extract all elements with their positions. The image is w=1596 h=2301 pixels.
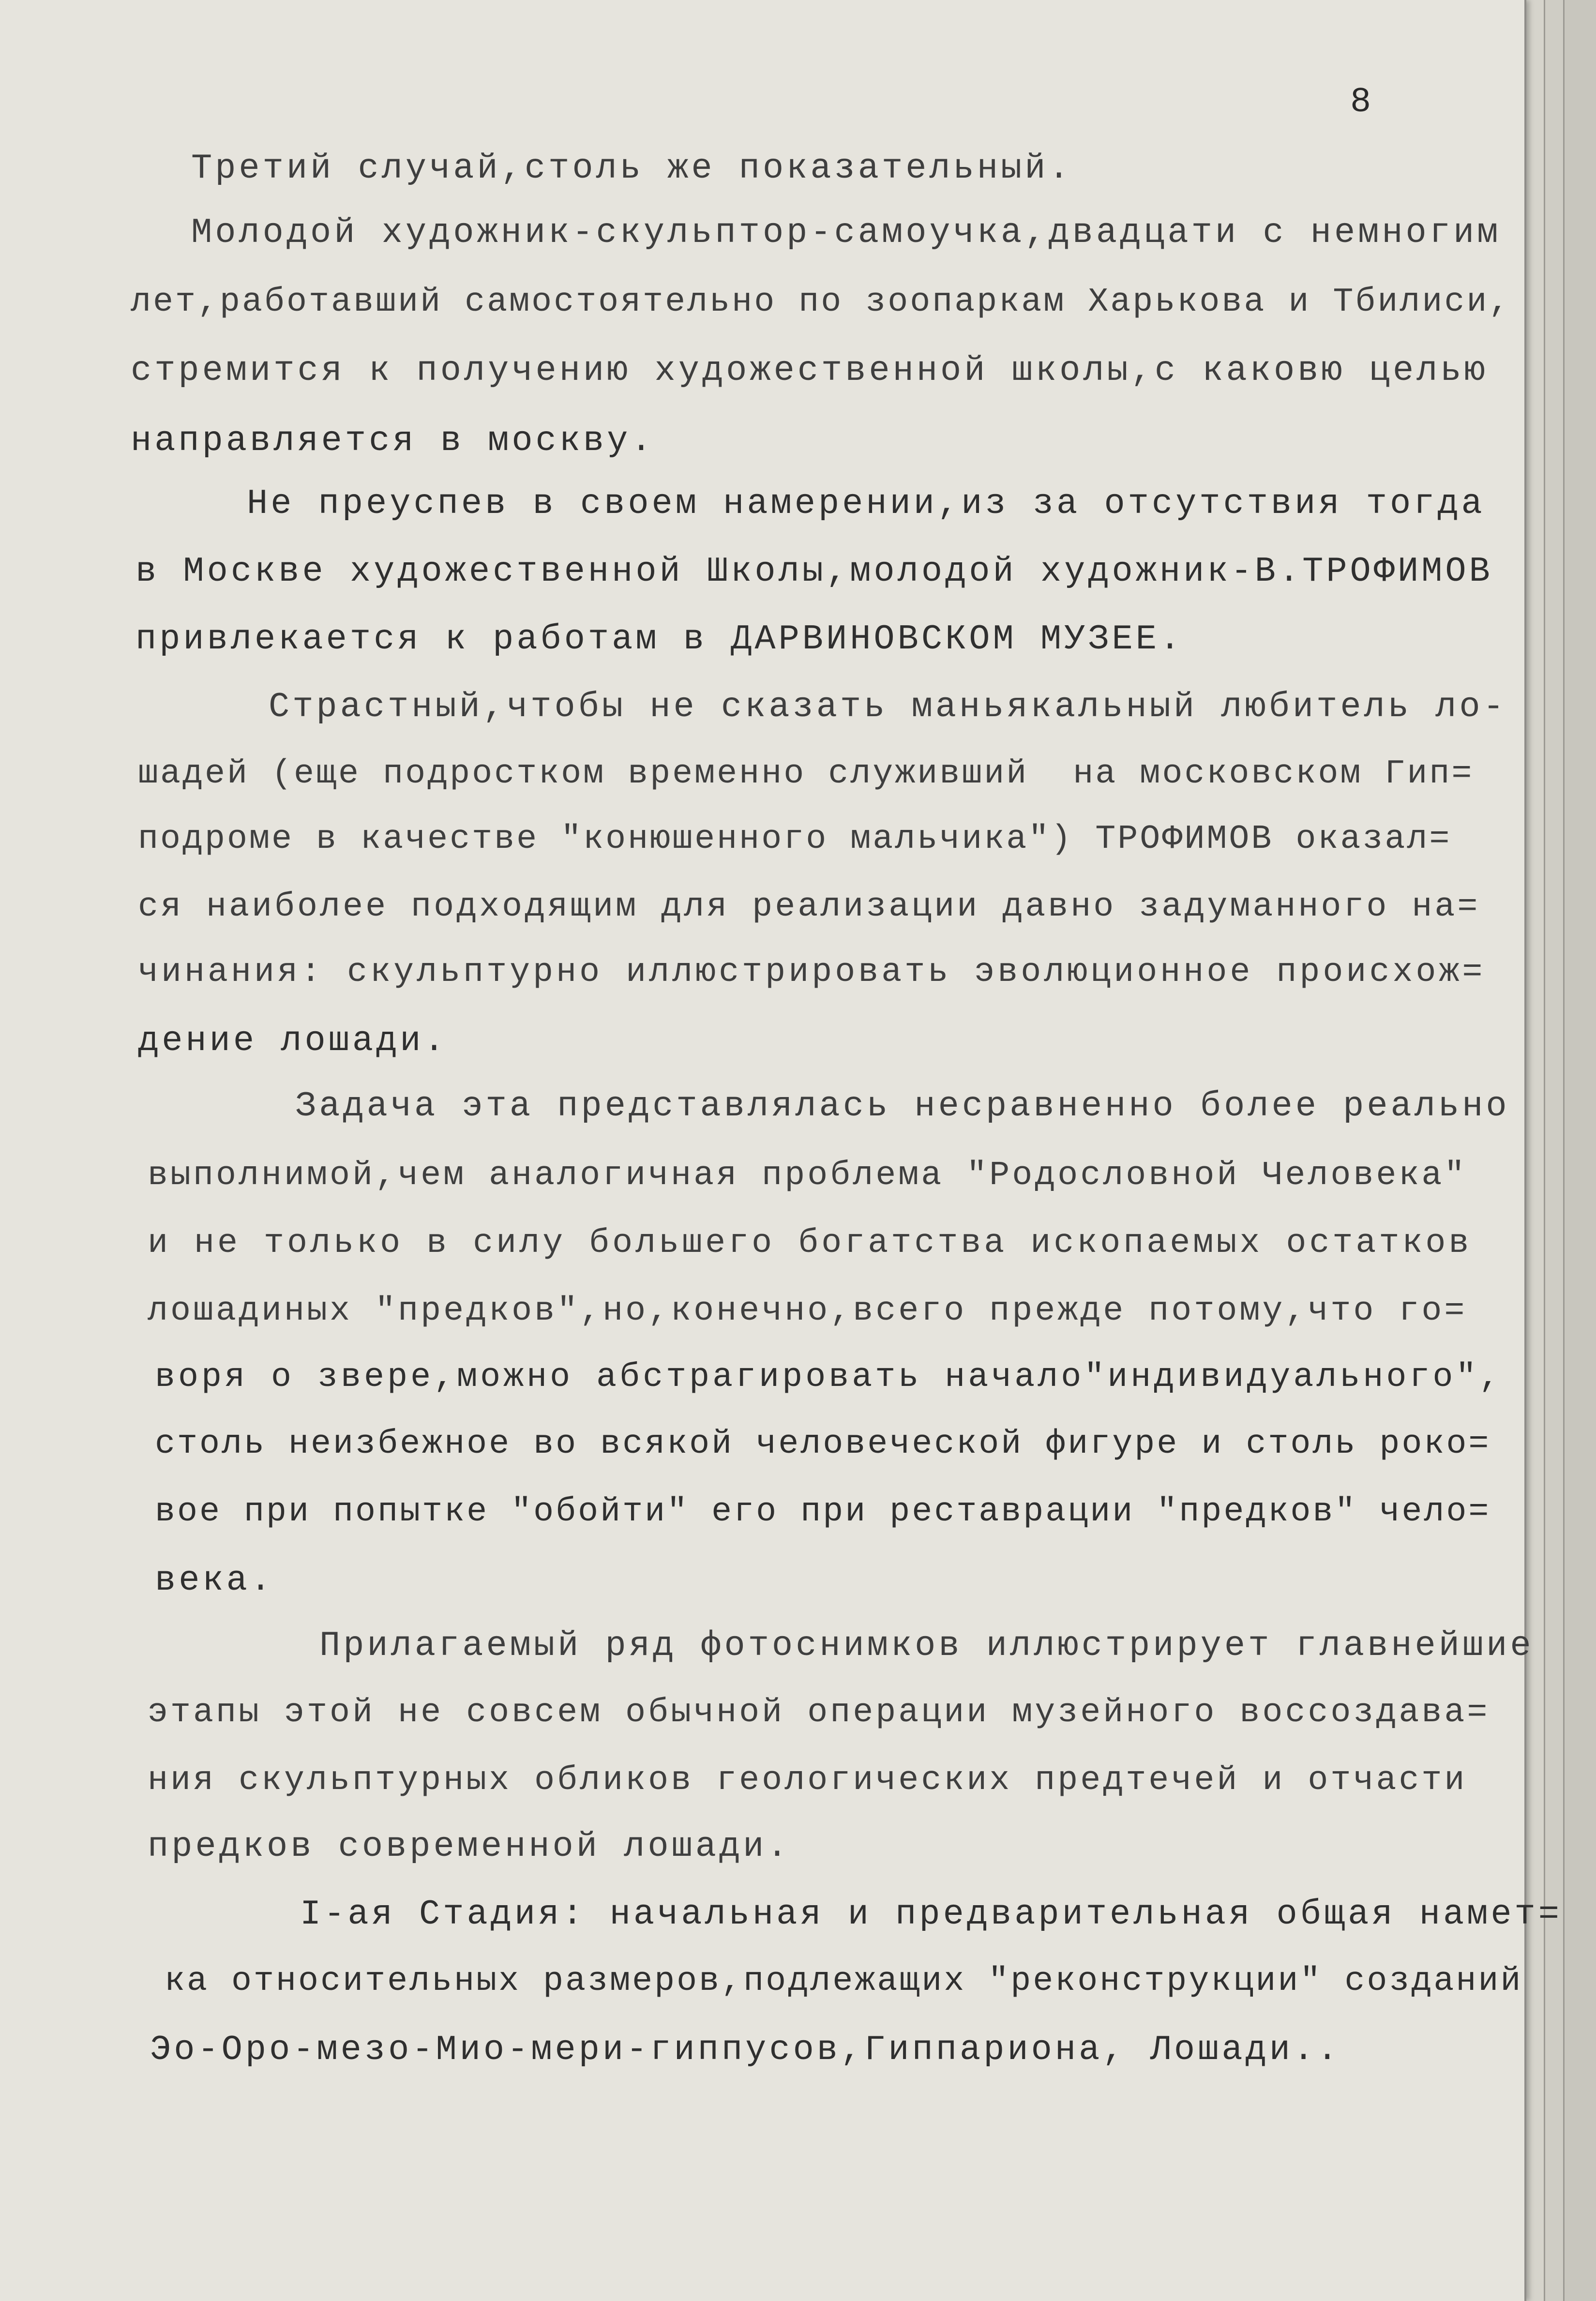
text-line: направляется в москву.	[131, 421, 655, 461]
text-line: века.	[155, 1561, 274, 1600]
text-line: Молодой художник-скульптор-самоучка,двадцати с немногим	[191, 213, 1501, 253]
underlying-sheet	[1563, 0, 1596, 2301]
text-line: подроме в качестве "конюшенного мальчика") ТРОФИМОВ оказал=	[138, 820, 1452, 858]
text-line: стремится к получению художественной школы,с каковю целью	[131, 351, 1488, 391]
text-line: ка относительных размеров,подлежащих "реконструкции" созданий	[165, 1962, 1523, 2000]
text-line: в Москве художественной Школы,молодой художник-В.ТРОФИМОВ	[136, 552, 1493, 591]
text-line: лет,работавший самостоятельно по зоопаркам Харькова и Тбилиси,	[131, 283, 1511, 321]
page-number: 8	[1350, 82, 1371, 122]
text-line: I-ая Стадия: начальная и предварительная общая намет=	[300, 1895, 1562, 1934]
text-line: предков современной лошади.	[148, 1827, 791, 1866]
text-line: дение лошади.	[138, 1021, 448, 1061]
text-line: ния скульптурных обликов геологических предтечей и отчасти	[148, 1761, 1467, 1800]
text-line: привлекается к работам в ДАРВИНОВСКОМ МУЗЕЕ.	[136, 619, 1184, 659]
text-line: и не только в силу большего богатства ископаемых остатков	[148, 1224, 1472, 1263]
text-line: Не преуспев в своем намерении,из за отсутствия тогда	[247, 484, 1485, 524]
text-line: чинания: скульптурно иллюстрировать эволюционное происхож=	[138, 953, 1486, 992]
text-line: Страстный,чтобы не сказать маньякальный любитель ло-	[269, 687, 1507, 727]
text-line: воря о звере,можно абстрагировать начало"индивидуального",	[155, 1358, 1503, 1397]
text-line: Третий случай,столь же показательный.	[191, 149, 1072, 188]
text-line: вое при попытке "обойти" его при реставрации "предков" чело=	[155, 1493, 1491, 1531]
text-line: выполнимой,чем аналогичная проблема "Родословной Человека"	[148, 1157, 1467, 1195]
text-line: шадей (еще подростком временно служивший на московском Гип=	[138, 755, 1474, 793]
text-line: ся наиболее подходящим для реализации давно задуманного на=	[138, 888, 1480, 926]
text-line: лошадиных "предков",но,конечно,всего прежде потому,что го=	[148, 1292, 1467, 1330]
text-line: столь неизбежное во всякой человеческой фигуре и столь роко=	[155, 1425, 1491, 1463]
text-line: Прилагаемый ряд фотоснимков иллюстрирует главнейшие	[319, 1626, 1534, 1666]
text-line: Эо-Оро-мезо-Мио-мери-гиппусов,Гиппариона, Лошади..	[150, 2030, 1341, 2070]
text-line: Задача эта представлялась несравненно более реально	[295, 1086, 1510, 1126]
text-line: этапы этой не совсем обычной операции музейного воссоздава=	[148, 1694, 1490, 1732]
